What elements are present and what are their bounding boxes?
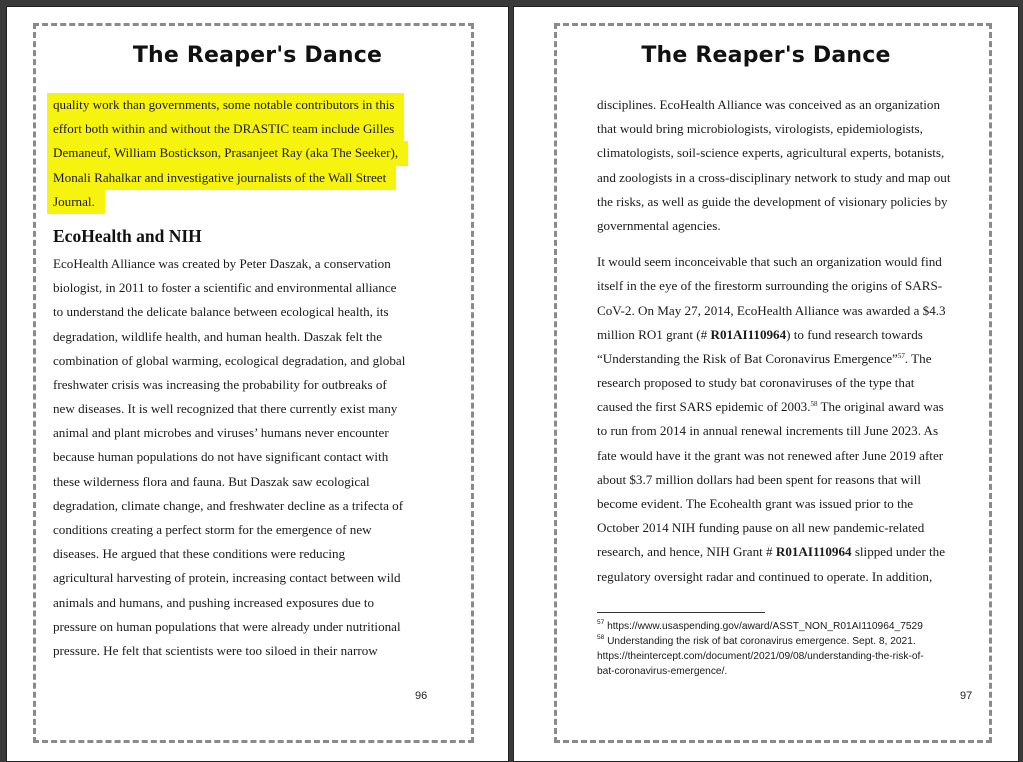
footnote-58: $^{58}$ Understanding the risk of bat coronavirus emergence. Sept. 8, 2021. bbox=[597, 634, 916, 647]
text-line: biologist, in 2011 to foster a scientific and environmental alliance bbox=[53, 280, 397, 296]
running-title: The Reaper's Dance bbox=[641, 43, 891, 68]
section-heading: EcoHealth and NIH bbox=[53, 225, 202, 246]
footnote-57[interactable]: $^{57}$ https://www.usaspending.gov/award/ASST_NON_R01AI110964_7529 bbox=[597, 619, 923, 632]
text-line: the risks, as well as guide the development of visionary policies by bbox=[597, 193, 948, 209]
text-line: that would bring microbiologists, virologists, epidemiologists, bbox=[597, 121, 923, 137]
text-line: new diseases. It is well recognized that there currently exist many bbox=[53, 401, 398, 417]
page-number: 97 bbox=[960, 690, 973, 702]
text-line: to run from 2014 in annual renewal increments till June 2023. As bbox=[597, 423, 939, 439]
text-line: combination of global warming, ecological degradation, and global bbox=[53, 352, 406, 368]
text-line: EcoHealth Alliance was created by Peter Daszak, a conservation bbox=[53, 255, 391, 271]
left-page-body bbox=[53, 93, 433, 663]
text-line: freshwater crisis was increasing the probability for outbreaks of bbox=[53, 376, 387, 392]
text-line: caused the first SARS epidemic of 2003.58 The original award was bbox=[597, 399, 944, 415]
text-line: million RO1 grant (# R01AI110964) to fund research towards bbox=[597, 326, 923, 342]
body-paragraph bbox=[597, 250, 975, 589]
text-line: and zoologists in a cross-disciplinary network to study and map out bbox=[597, 169, 951, 185]
footnote-ref-58[interactable]: 58 bbox=[810, 400, 818, 409]
text-line: itself in the eye of the firestorm surrounding the origins of SARS- bbox=[597, 278, 943, 294]
footnote-58-link[interactable]: https://theintercept.com/document/2021/09/08/understanding-the-risk-of- bbox=[597, 651, 924, 662]
highlighted-line: Monali Rahalkar and investigative journalists of the Wall Street bbox=[47, 166, 396, 190]
text-line: to understand the delicate balance between ecological health, its bbox=[53, 304, 389, 320]
footnotes bbox=[597, 619, 987, 679]
body-paragraph bbox=[53, 252, 433, 663]
text-line: It would seem inconceivable that such an organization would find bbox=[597, 254, 942, 270]
text-line: pressure on human populations that were already under nutritional bbox=[53, 618, 401, 634]
text-line: October 2014 NIH funding pause on all new pandemic-related bbox=[597, 520, 925, 536]
footnote-58-link-cont[interactable]: bat-coronavirus-emergence/. bbox=[597, 666, 728, 677]
text-line: climatologists, soil-science experts, agricultural experts, botanists, bbox=[597, 145, 945, 161]
text-line: research proposed to study bat coronaviruses of the type that bbox=[597, 375, 915, 391]
highlighted-paragraph[interactable] bbox=[53, 93, 433, 214]
text-line: animals and humans, and pushing increased exposures due to bbox=[53, 594, 375, 610]
text-line: research, and hence, NIH Grant # R01AI110964 slipped under the bbox=[597, 544, 945, 560]
body-paragraph bbox=[597, 93, 975, 238]
text-line: pressure. He felt that scientists were too siloed in their narrow bbox=[53, 642, 378, 658]
footnote-divider bbox=[597, 612, 765, 613]
text-line: agricultural harvesting of protein, increasing contact between wild bbox=[53, 570, 401, 586]
page-number: 96 bbox=[415, 690, 428, 702]
left-page bbox=[6, 6, 509, 762]
highlighted-line: quality work than governments, some notable contributors in this bbox=[47, 93, 404, 117]
text-line: CoV-2. On May 27, 2014, EcoHealth Alliance was awarded a $4.3 bbox=[597, 302, 946, 318]
text-line: because human populations do not have significant contact with bbox=[53, 449, 389, 465]
text-line: fate would have it the grant was not renewed after June 2019 after bbox=[597, 447, 944, 463]
right-page-body bbox=[597, 93, 975, 589]
text-line: disciplines. EcoHealth Alliance was conceived as an organization bbox=[597, 97, 940, 112]
text-line: degradation, wildlife health, and human health. Daszak felt the bbox=[53, 328, 383, 344]
highlighted-line: Demaneuf, William Bostickson, Prasanjeet Ray (aka The Seeker), bbox=[47, 141, 408, 165]
text-line: become evident. The Ecohealth grant was issued prior to the bbox=[597, 496, 914, 511]
highlighted-line: effort both within and without the DRASTIC team include Gilles bbox=[47, 117, 404, 141]
grant-number: R01AI110964 bbox=[775, 544, 852, 560]
right-page bbox=[513, 6, 1019, 762]
text-line: degradation, climate change, and freshwater decline as a trifecta of bbox=[53, 497, 404, 513]
text-line: “Understanding the Risk of Bat Coronavirus Emergence”$^{57}$. The bbox=[597, 350, 932, 366]
text-line: conditions creating a perfect storm for the emergence of new bbox=[53, 522, 372, 537]
text-line: animal and plant microbes and viruses’ humans never encounter bbox=[53, 425, 389, 441]
text-line: diseases. He argued that these conditions were reducing bbox=[53, 546, 346, 562]
highlighted-line: Journal. bbox=[47, 190, 105, 214]
running-title: The Reaper's Dance bbox=[132, 43, 383, 68]
grant-number: R01AI110964 bbox=[710, 326, 787, 342]
text-line: governmental agencies. bbox=[597, 217, 721, 233]
text-line: about $3.7 million dollars had been spent for reasons that will bbox=[597, 471, 922, 487]
text-line: these wilderness flora and fauna. But Daszak saw ecological bbox=[53, 473, 370, 489]
footnote-ref-57[interactable]: 57 bbox=[897, 351, 905, 360]
text-line: regulatory oversight radar and continued to operate. In addition, bbox=[597, 568, 933, 584]
